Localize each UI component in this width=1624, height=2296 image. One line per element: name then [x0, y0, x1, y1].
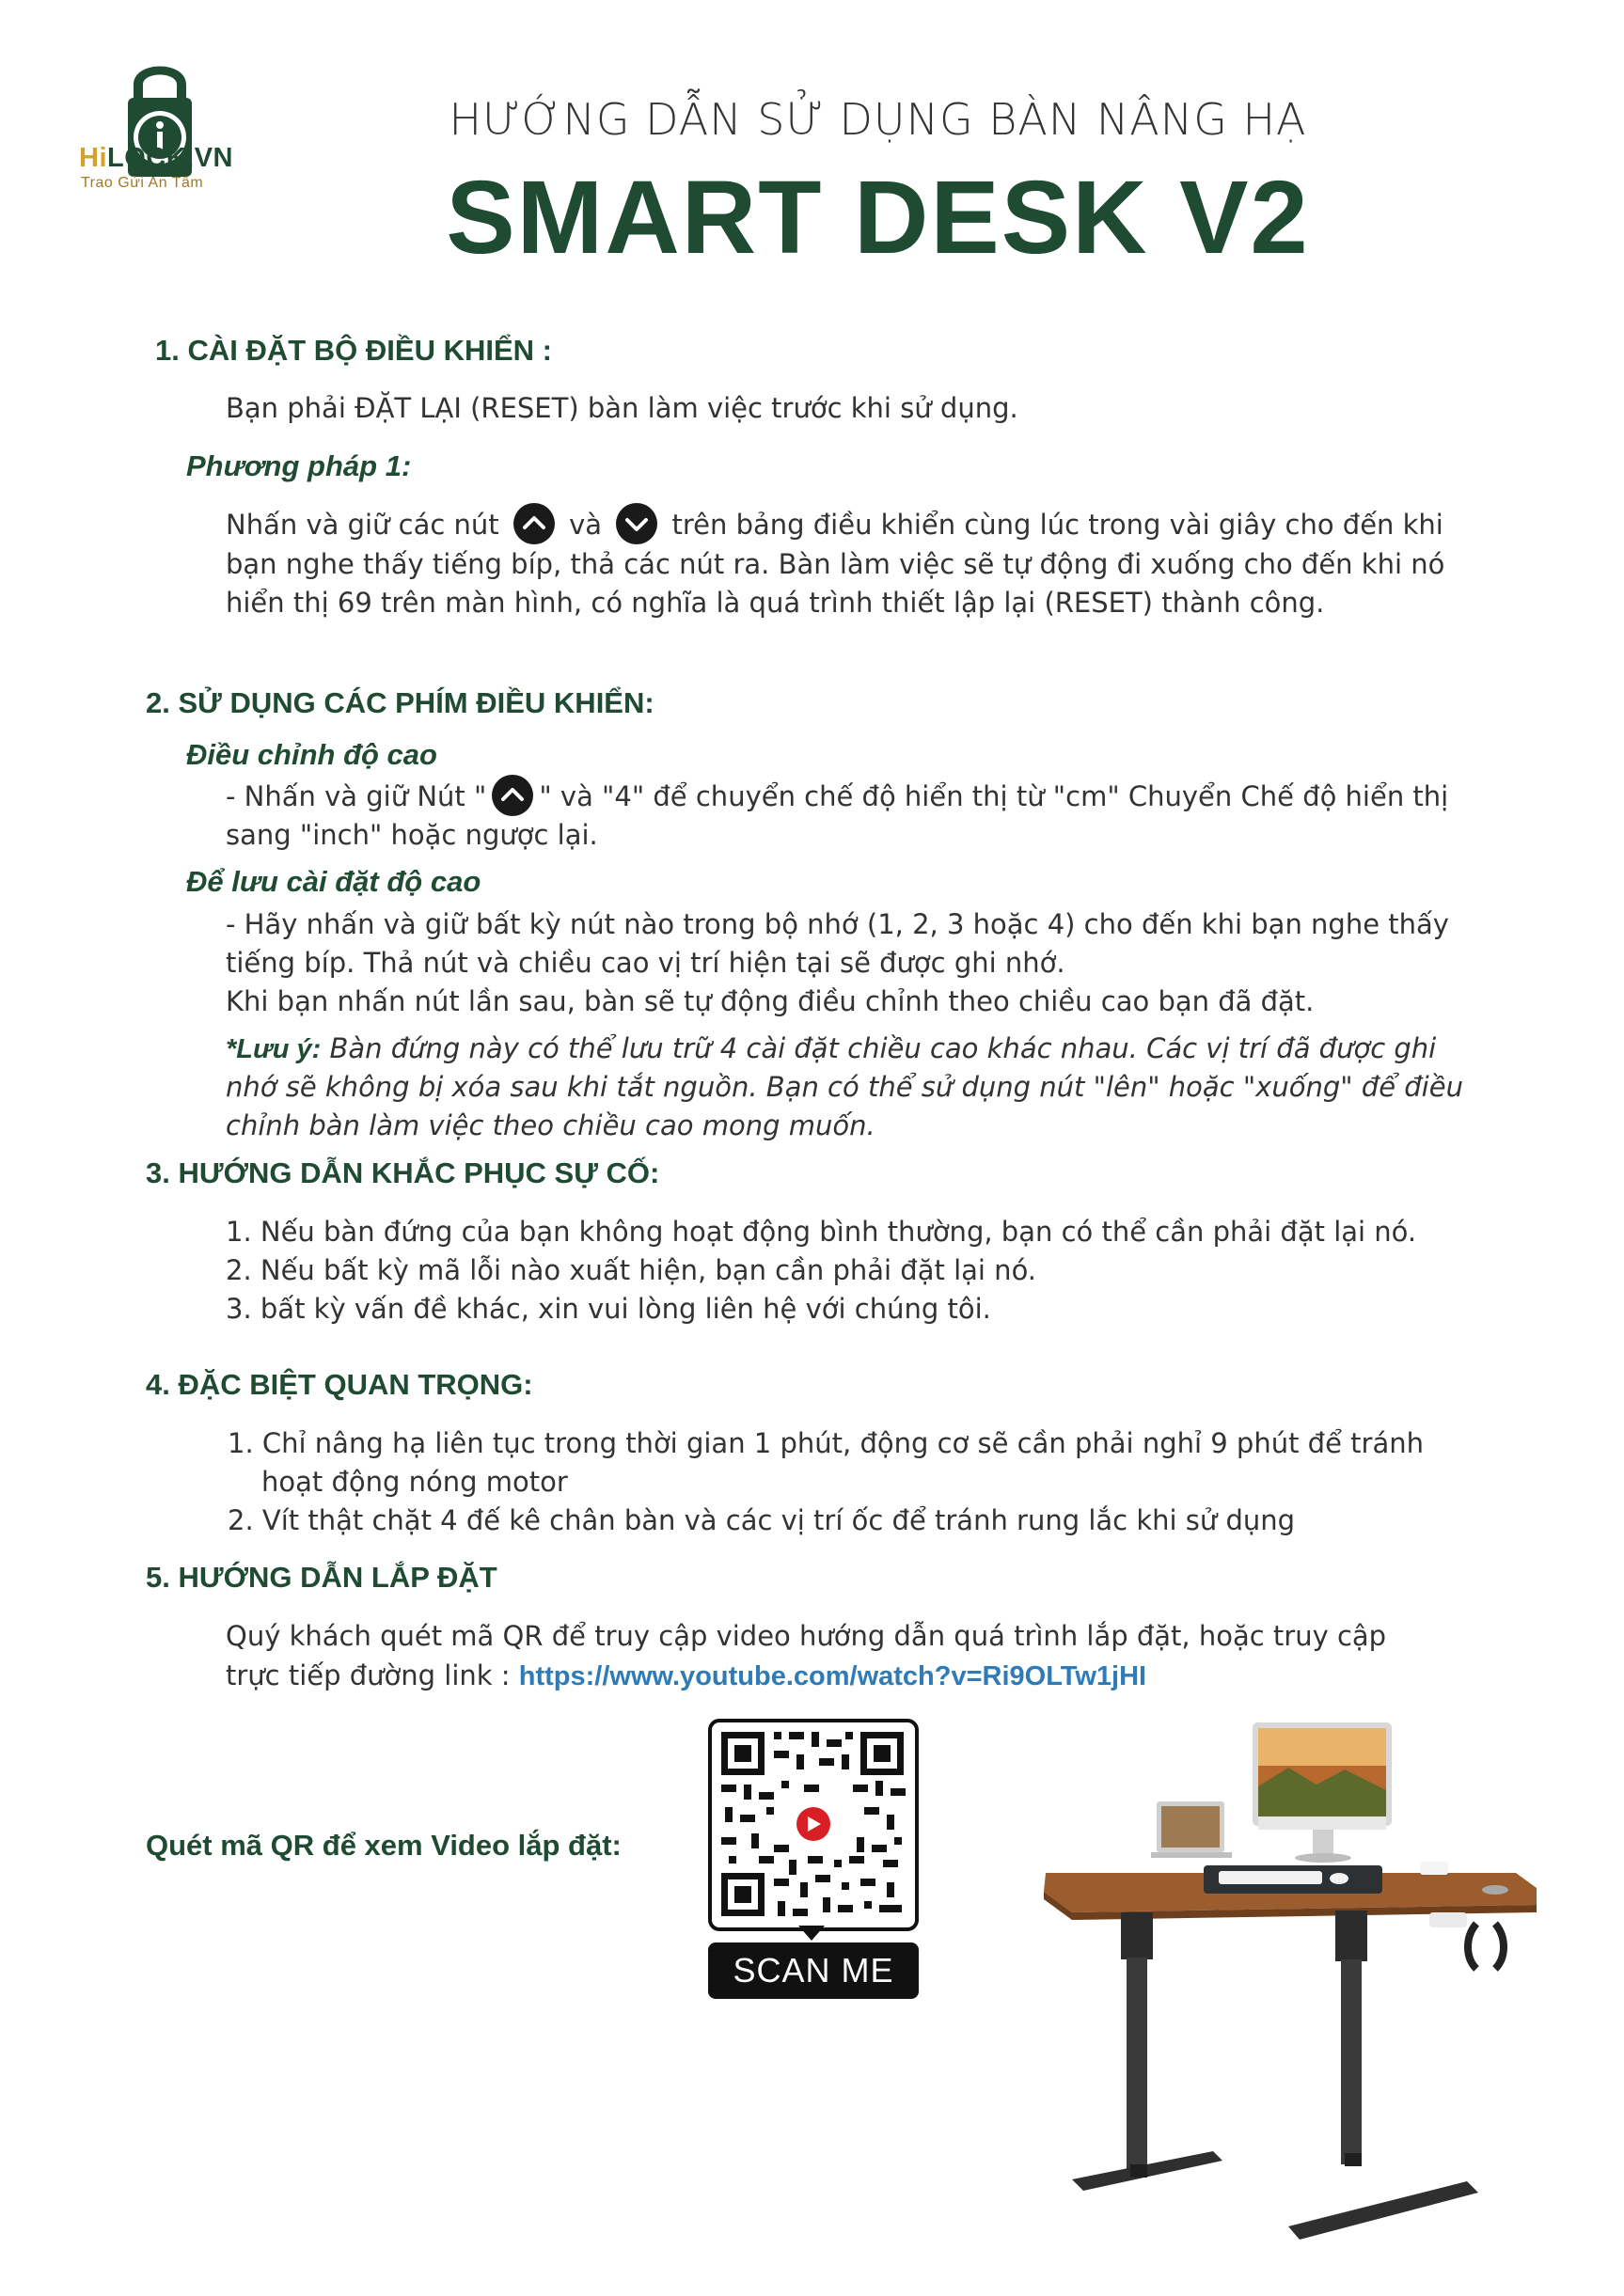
s2-text-b: " và "4" để chuyển chế độ hiển thị từ "cm" Chuyển Chế độ hiển thị [539, 780, 1449, 812]
install-text: trực tiếp đường link : [226, 1659, 519, 1691]
up-button-icon [513, 503, 555, 544]
section-1-heading: 1. CÀI ĐẶT BỘ ĐIỀU KHIỂN : [155, 334, 552, 367]
qr-caption: Quét mã QR để xem Video lắp đặt: [146, 1829, 622, 1862]
section-1-intro: Bạn phải ĐẶT LẠI (RESET) bàn làm việc trước khi sử dụng. [226, 392, 1018, 424]
save-height-label: Để lưu cài đặt độ cao [186, 865, 481, 898]
install-line-2 [226, 1657, 1146, 1696]
qr-pattern-icon [712, 1722, 915, 1927]
section-2-line-5: Khi bạn nhấn nút lần sau, bàn sẽ tự động điều chỉnh theo chiều cao bạn đã đặt. [226, 985, 1315, 1017]
brand-hi: Hi [79, 143, 107, 173]
section-3-heading: 3. HƯỚNG DẪN KHẮC PHỤC SỰ CỐ: [146, 1156, 660, 1189]
page-title: SMART DESK V2 [446, 160, 1310, 275]
section-1-line-1 [226, 506, 1443, 544]
important-item-1: 1. Chỉ nâng hạ liên tục trong thời gian 1 phút, động cơ sẽ cần phải nghỉ 9 phút để tránh [228, 1427, 1424, 1459]
section-2-line-3: - Hãy nhấn và giữ bất kỳ nút nào trong bộ nhớ (1, 2, 3 hoặc 4) cho đến khi bạn nghe thấy [226, 908, 1449, 940]
section-4-heading: 4. ĐẶC BIỆT QUAN TRỌNG: [146, 1368, 533, 1401]
note-line-1 [226, 1030, 1436, 1069]
section-2-line-4: tiếng bíp. Thả nút và chiều cao vị trí hiện tại sẽ được ghi nhớ. [226, 947, 1065, 979]
qr-code[interactable] [708, 1719, 919, 1931]
troubleshoot-item-2: 2. Nếu bất kỳ mã lỗi nào xuất hiện, bạn cần phải đặt lại nó. [226, 1254, 1037, 1286]
scan-me-label: SCAN ME [708, 1942, 919, 1999]
section-2-heading: 2. SỬ DỤNG CÁC PHÍM ĐIỀU KHIỂN: [146, 686, 654, 719]
note-line-3: chỉnh bàn làm việc theo chiều cao mong muốn. [226, 1109, 875, 1141]
s2-text-a: - Nhấn và giữ Nút " [226, 780, 487, 812]
brand-rest: LOCK.VN [107, 143, 233, 173]
install-line-1: Quý khách quét mã QR để truy cập video hướng dẫn quá trình lắp đặt, hoặc truy cập [226, 1620, 1387, 1652]
s1-text-c: trên bảng điều khiển cùng lúc trong vài giây cho đến khi [671, 509, 1443, 541]
s1-text-b: và [569, 509, 603, 541]
troubleshoot-item-3: 3. bất kỳ vấn đề khác, xin vui lòng liên hệ với chúng tôi. [226, 1293, 991, 1325]
section-1-line-2: bạn nghe thấy tiếng bíp, thả các nút ra. Bàn làm việc sẽ tự động đi xuống cho đến khi nó [226, 548, 1445, 580]
pointer-icon [798, 1926, 825, 1942]
page-subtitle: HƯỚNG DẪN SỬ DỤNG BÀN NÂNG HẠ [449, 94, 1307, 145]
standing-desk-image [1034, 1711, 1542, 2257]
up-button-icon-2 [492, 775, 533, 816]
note-text-1: Bàn đứng này có thể lưu trữ 4 cài đặt chiều cao khác nhau. Các vị trí đã được ghi [321, 1032, 1437, 1064]
important-item-2: 2. Vít thật chặt 4 đế kê chân bàn và các vị trí ốc để tránh rung lắc khi sử dụng [228, 1504, 1296, 1536]
section-5-heading: 5. HƯỚNG DẪN LẮP ĐẶT [146, 1561, 497, 1594]
section-2-line-1 [226, 778, 1448, 816]
troubleshoot-item-1: 1. Nếu bàn đứng của bạn không hoạt động bình thường, bạn có thể cần phải đặt lại nó. [226, 1216, 1417, 1248]
youtube-link[interactable]: https://www.youtube.com/watch?v=Ri9OLTw1jHI [518, 1661, 1147, 1691]
section-2-line-2: sang "inch" hoặc ngược lại. [226, 819, 598, 851]
method-1-label: Phương pháp 1: [186, 449, 412, 482]
s1-text-a: Nhấn và giữ các nút [226, 509, 499, 541]
important-item-1-cont: hoạt động nóng motor [261, 1466, 568, 1498]
adjust-height-label: Điều chỉnh độ cao [186, 738, 437, 771]
note-line-2: nhớ sẽ không bị xóa sau khi tắt nguồn. Bạn có thể sử dụng nút "lên" hoặc "xuống" để điều [226, 1071, 1463, 1103]
brand-tagline: Trao Gửi An Tâm [81, 175, 204, 191]
down-button-icon [616, 503, 657, 544]
note-label: *Lưu ý: [226, 1034, 322, 1064]
section-1-line-3: hiển thị 69 trên màn hình, có nghĩa là quá trình thiết lập lại (RESET) thành công. [226, 587, 1325, 619]
